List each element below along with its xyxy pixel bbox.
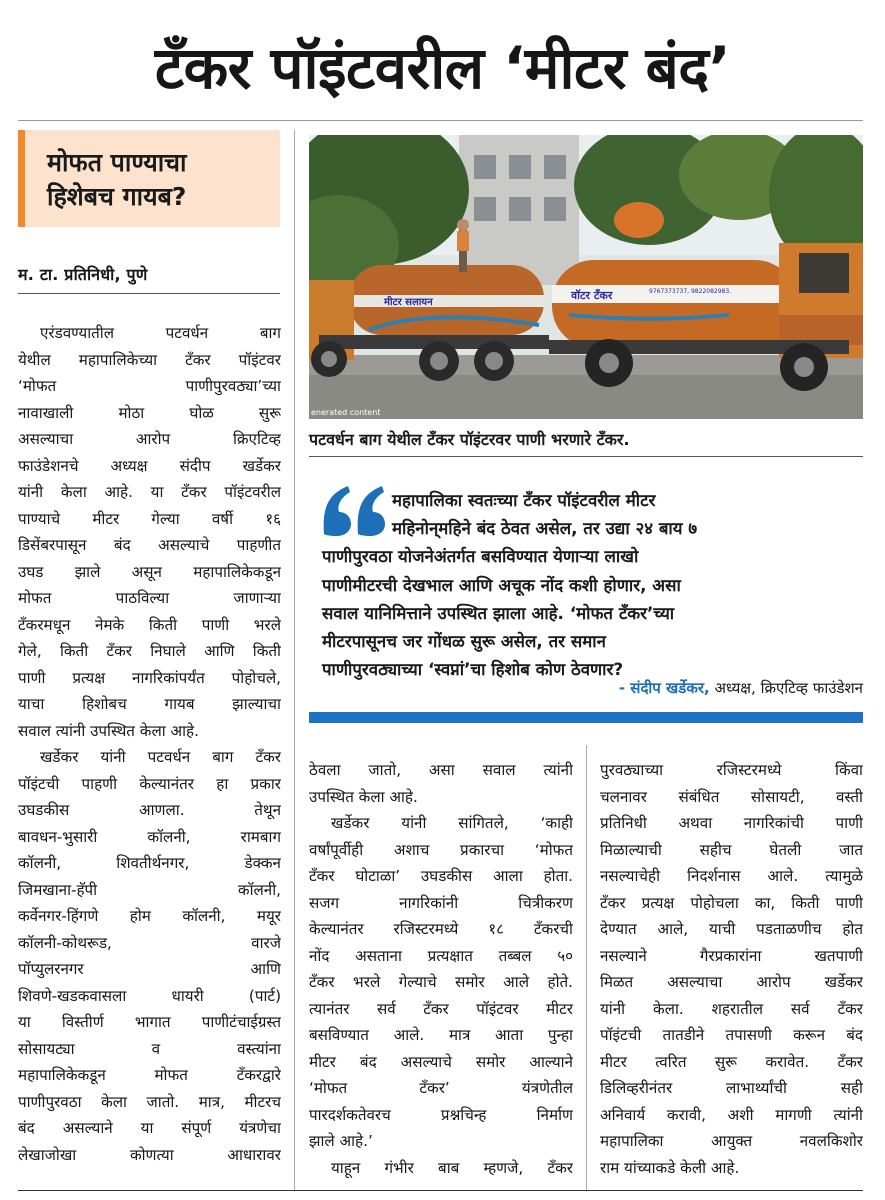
- quote-attribution: [619, 678, 863, 698]
- byline: म. टा. प्रतिनिधी, पुणे: [18, 265, 148, 284]
- text-line: लेखाजोखा कोणत्या आधारावर: [18, 1145, 281, 1164]
- quote-bottom-bar: [309, 712, 863, 723]
- text-line: वर्षांपूर्वीही अशाच प्रकारचा ‘मोफत: [309, 840, 573, 859]
- quote-line: पाणीपुरवठ्याच्या ‘स्वप्नां’चा हिशोब कोण ठेवणार?: [322, 659, 624, 680]
- text-line: नोंद असताना प्रत्यक्षात तब्बल ५०: [309, 946, 573, 965]
- text-line: ‘मोफत पाणीपुरवठ्या’च्या: [18, 377, 281, 395]
- column-divider: [586, 745, 587, 1190]
- text-line: खर्डेकर यांनी पटवर्धन बाग टँकर: [40, 748, 281, 766]
- subhead-box: [18, 130, 280, 227]
- subhead-line-1: मोफत पाण्याचा: [47, 148, 187, 177]
- bottom-rule: [18, 1190, 863, 1191]
- text-line: त्यानंतर सर्व टँकर पॉइंटवर मीटर: [309, 999, 573, 1018]
- text-line: यांनी केला आहे. या टँकर पॉइंटवरील: [18, 483, 281, 501]
- headline: टँकर पॉइंटवरील ‘मीटर बंद’: [154, 34, 731, 102]
- text-line: पाणीपुरवठा केला जातो. मात्र, मीटरच: [18, 1092, 281, 1111]
- text-line: देण्यात आले, याची पडताळणीच होत: [600, 920, 863, 938]
- text-line: याहून गंभीर बाब म्हणजे, टँकर: [331, 1158, 573, 1177]
- text-line: यांनी केला. शहरातील सर्व टँकर: [600, 999, 863, 1018]
- text-line: पाण्याचे मीटर गेल्या वर्षी १६: [18, 509, 281, 528]
- byline-rule: [18, 293, 280, 294]
- text-line: खर्डेकर यांनी सांगितले, ‘काही: [331, 814, 573, 832]
- text-line: अनिवार्य करावी, अशी मागणी त्यांनी: [600, 1105, 863, 1124]
- tank-right-label: वॉटर टँकर: [571, 289, 613, 302]
- text-line: प्रतिनिधी अथवा नागरिकांची पाणी: [600, 814, 863, 832]
- tanker-photo: [309, 135, 863, 419]
- text-line: सजग नागरिकांनी चित्रीकरण: [309, 893, 573, 912]
- text-line: पारदर्शकतेवरच प्रश्नचिन्ह निर्माण: [309, 1105, 573, 1124]
- text-line: येथील महापालिकेच्या टँकर पॉइंटवर: [18, 350, 281, 369]
- text-line: डिलिव्हरीनंतर लाभार्थ्यांची सही: [600, 1079, 863, 1097]
- text-line: जिमखाना-हॅपी कॉलनी,: [18, 880, 281, 899]
- text-line: उघडकीस आणला. तेथून: [18, 801, 281, 819]
- quote-line: पाणीपुरवठा योजनेअंतर्गत बसविण्यात येणाऱ्या लाखो: [322, 546, 639, 567]
- text-line: एरंडवण्यातील पटवर्धन बाग: [40, 324, 281, 342]
- quote-line: मीटरपासूनच जर गोंधळ सुरू असेल, तर समान: [322, 631, 606, 652]
- top-divider: [18, 120, 863, 121]
- text-line: बंद असल्याने या संपूर्ण यंत्रणेचा: [18, 1119, 281, 1137]
- tank-left-label: मीटर सलायन: [384, 297, 433, 308]
- photo-caption: पटवर्धन बाग येथील टँकर पॉइंटरवर पाणी भरणारे टँकर.: [309, 430, 630, 449]
- text-line: पॉप्युलरनगर आणि: [18, 960, 281, 978]
- article-column-3: [600, 757, 863, 1181]
- text-line: मिळाल्याची सहीच घेतली जात: [600, 840, 863, 859]
- text-line: मोफत पाठविल्या जाणाऱ्या: [18, 589, 281, 607]
- text-line: टँकरमधून नेमके किती पाणी भरले: [18, 615, 281, 634]
- text-line: डिसेंबरपासून बंद असल्याचे पाहणीत: [18, 536, 281, 554]
- text-line: फाउंडेशनचे अध्यक्ष संदीप खर्डेकर: [18, 456, 281, 475]
- text-line: मीटर त्वरित सुरू करावेत. टँकर: [600, 1052, 863, 1071]
- text-line: याचा हिशोबच गायब झाल्याचा: [18, 695, 281, 713]
- text-line: उपस्थित केला आहे.: [309, 787, 418, 806]
- tank-right-phone: 9767373737, 9822082983.: [649, 288, 732, 295]
- attribution-role: अध्यक्ष, क्रिएटिव्ह फाउंडेशन: [709, 679, 863, 697]
- article-column-2: [309, 757, 573, 1181]
- pull-quote: [322, 486, 862, 683]
- text-line: या विस्तीर्ण भागात पाणीटंचाईग्रस्त: [18, 1013, 281, 1031]
- quote-line: महिनोन्‌महिने बंद ठेवत असेल, तर उद्या २४ बाय ७: [392, 518, 698, 539]
- text-line: उघड झाले असून महापालिकेकडून: [18, 562, 281, 581]
- text-line: नसल्याने गैरप्रकारांना खतपाणी: [600, 946, 863, 965]
- text-line: कर्वेनगर-हिंगणे होम कॉलनी, मयूर: [18, 907, 281, 925]
- text-line: ठेवला जातो, असा सवाल त्यांनी: [309, 761, 573, 779]
- text-line: मीटर बंद असल्याचे समोर आल्याने: [309, 1052, 573, 1071]
- text-line: महापालिका आयुक्त नवलकिशोर: [600, 1132, 863, 1150]
- article-column-1: [18, 320, 281, 1168]
- text-line: टँकर घोटाळा’ उघडकीस आला होता.: [309, 867, 573, 885]
- text-line: राम यांच्याकडे केली आहे.: [600, 1158, 740, 1177]
- text-line: गेले, किती टँकर निघाले आणि किती: [18, 642, 281, 660]
- text-line: सवाल त्यांनी उपस्थित केला आहे.: [18, 721, 199, 740]
- text-line: ‘मोफत टँकर’ यंत्रणेतील: [309, 1079, 573, 1097]
- text-line: सोसायट्या व वस्त्यांना: [18, 1039, 281, 1058]
- quote-line: सवाल यानिमित्ताने उपस्थित झाला आहे. ‘मोफत टँकर’च्या: [322, 602, 675, 623]
- caption-rule: [309, 456, 863, 457]
- text-line: कॉलनी-कोथरूड, वारजे: [18, 933, 281, 952]
- text-line: टँकर प्रत्यक्ष पोहोचला का, किती पाणी: [600, 893, 863, 912]
- photo-watermark: enerated content: [311, 408, 381, 417]
- column-divider: [294, 130, 295, 1190]
- text-line: नसल्याचेही निदर्शनास आले. त्यामुळे: [600, 867, 863, 885]
- text-line: शिवणे-खडकवासला धायरी (पार्ट): [18, 986, 281, 1005]
- text-line: कॉलनी, शिवतीर्थनगर, डेक्कन: [18, 854, 281, 872]
- text-line: केल्यानंतर रजिस्टरमध्ये १८ टँकरची: [309, 920, 573, 938]
- text-line: मिळत असल्याचा आरोप खर्डेकर: [600, 973, 863, 991]
- text-line: चलनावर संबंधित सोसायटी, वस्ती: [600, 787, 863, 806]
- text-line: झाले आहे.’: [309, 1132, 373, 1150]
- text-line: पॉइंटची तातडीने तपासणी करून बंद: [600, 1026, 863, 1044]
- subhead-line-2: हिशेबच गायब?: [47, 182, 187, 211]
- attribution-name: - संदीप खर्डेकर,: [618, 679, 710, 697]
- text-line: पाणी प्रत्यक्ष नागरिकांपर्यंत पोहोचले,: [18, 668, 281, 687]
- text-line: पॉइंटची पाहणी केल्यानंतर हा प्रकार: [18, 774, 281, 793]
- text-line: असल्याचा आरोप क्रिएटिव्ह: [18, 430, 281, 448]
- quote-line: पाणीमीटरची देखभाल आणि अचूक नोंद कशी होणार, असा: [322, 574, 681, 595]
- text-line: महापालिकेकडून मोफत टँकरद्वारे: [18, 1066, 281, 1084]
- text-line: बावधन-भुसारी कॉलनी, रामबाग: [18, 827, 281, 846]
- text-line: नावाखाली मोठा घोळ सुरू: [18, 403, 281, 422]
- text-line: टँकर भरले गेल्याचे समोर आले होते.: [309, 973, 573, 991]
- quote-line: महापालिका स्वतःच्या टँकर पॉइंटवरील मीटर: [392, 490, 656, 510]
- text-line: बसविण्यात आले. मात्र आता पुन्हा: [309, 1026, 573, 1044]
- text-line: पुरवठ्याच्या रजिस्टरमध्ये किंवा: [600, 761, 863, 779]
